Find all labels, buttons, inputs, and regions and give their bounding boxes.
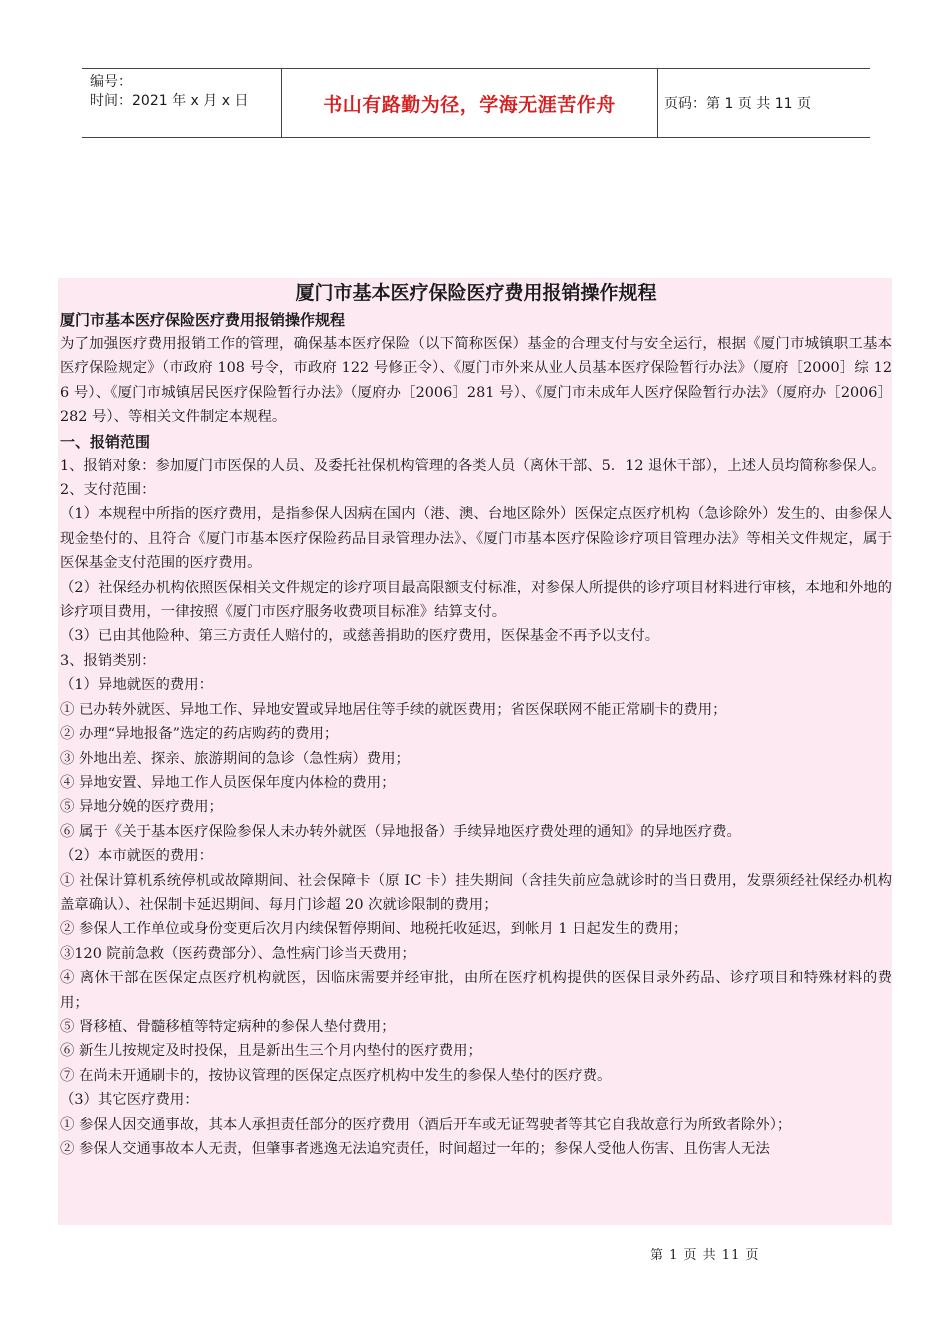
body-paragraph: （3）已由其他险种、第三方责任人赔付的，或慈善捐助的医疗费用，医保基金不再予以支付。 [60, 628, 660, 645]
doc-number-label: 编号： [90, 74, 132, 90]
body-paragraph: ② 参保人交通事故本人无责，但肇事者逃逸无法追究责任，时间超过一年的；参保人受他人伤害、且伤害人无法 [60, 1141, 770, 1157]
header-meta-cell [82, 69, 282, 137]
body-paragraph: ⑥ 属于《关于基本医疗保险参保人未办转外就医（异地报备）手续异地医疗费处理的通知》的异地医疗费。 [60, 823, 741, 840]
document-body [58, 278, 892, 1225]
body-paragraph: ① 已办转外就医、异地工作、异地安置或异地居住等手续的就医费用；省医保联网不能正常刷卡的费用； [60, 701, 727, 718]
body-paragraph: ⑤ 异地分娩的医疗费用； [60, 799, 223, 816]
page-info: 页码：第 1 页 共 11 页 [664, 96, 811, 112]
body-paragraph: ① 参保人因交通事故，其本人承担责任部分的医疗费用（酒后开车或无证驾驶者等其它自我故意行为所致者除外）； [60, 1116, 792, 1133]
section-heading: 一、报销范围 [60, 432, 151, 451]
body-paragraph: ⑤ 肾移植、骨髓移植等特定病种的参保人垫付费用； [60, 1018, 396, 1035]
body-paragraph: ② 参保人工作单位或身份变更后次月内续保暂停期间、地税托收延迟，到帐月 1 日起发生的费用； [60, 921, 688, 938]
intro-paragraph: 为了加强医疗费用报销工作的管理，确保基本医疗保险（以下简称医保）基金的合理支付与安全运行，根据《厦门市城镇职工基本医疗保险规定》（市政府 108 号令，市政府 122 号修正令）、《厦门市外来从业人员基本医疗保险暂行办法》（厦府［2000］综 126 号）、《厦门市城镇居民医疗保险暂行办法》（厦府办［2006］281 号）、《厦门市未成年人医疗保险暂行办法》（厦府办［2006］282 号）、等相关文件制定本规程。 [60, 336, 892, 426]
body-paragraph: （2）社保经办机构依照医保相关文件规定的诊疗项目最高限额支付标准，对参保人所提供的诊疗项目材料进行审核，本地和外地的诊疗项目费用，一律按照《厦门市医疗服务收费项目标准》结算支付。 [60, 579, 892, 621]
body-paragraph: ③ 外地出差、探亲、旅游期间的急诊（急性病）费用； [60, 750, 410, 767]
paragraph-list [60, 454, 892, 1162]
time-label: 时间：2021 年 x 月 x 日 [90, 93, 249, 109]
document-subtitle: 厦门市基本医疗保险医疗费用报销操作规程 [60, 311, 346, 329]
body-paragraph: ④ 离休干部在医保定点医疗机构就医，因临床需要并经审批，由所在医疗机构提供的医保目录外药品、诊疗项目和特殊材料的费用； [60, 970, 892, 1011]
document-title: 厦门市基本医疗保险医疗费用报销操作规程 [295, 282, 657, 304]
body-paragraph: （2）本市就医的费用： [60, 848, 214, 865]
body-paragraph: 2、支付范围： [60, 482, 156, 499]
body-paragraph: ① 社保计算机系统停机或故障期间、社会保障卡（原 IC 卡）挂失期间（含挂失前应急就诊时的当日费用，发票须经社保经办机构盖章确认）、社保制卡延迟期间、每月门诊超 20 次就诊限制的费用； [60, 872, 892, 913]
body-paragraph: ⑦ 在尚未开通刷卡的，按协议管理的医保定点医疗机构中发生的参保人垫付的医疗费。 [60, 1067, 612, 1084]
motto: 书山有路勤为径，学海无涯苦作舟 [282, 69, 658, 137]
body-paragraph: 1、报销对象：参加厦门市医保的人员、及委托社保机构管理的各类人员（离休干部、5．12 退休干部），上述人员均简称参保人。 [60, 457, 886, 474]
header-table [82, 68, 870, 138]
body-paragraph: （1）本规程中所指的医疗费用，是指参保人因病在国内（港、澳、台地区除外）医保定点医疗机构（急诊除外）发生的、由参保人现金垫付的、且符合《厦门市基本医疗保险药品目录管理办法》、《厦门市基本医疗保险诊疗项目管理办法》等相关文件规定，属于医保基金支付范围的医疗费用。 [60, 506, 892, 572]
body-paragraph: ⑥ 新生儿按规定及时投保，且是新出生三个月内垫付的医疗费用； [60, 1043, 482, 1060]
body-paragraph: ③120 院前急救（医药费部分）、急性病门诊当天费用； [60, 945, 416, 962]
body-paragraph: ④ 异地安置、异地工作人员医保年度内体检的费用； [60, 774, 396, 791]
body-paragraph: ② 办理“异地报备”选定的药店购药的费用； [60, 726, 339, 743]
body-paragraph: （3）其它医疗费用： [60, 1092, 199, 1109]
body-paragraph: （1）异地就医的费用： [60, 677, 214, 694]
page-footer: 第 1 页 共 11 页 [650, 1248, 760, 1263]
body-paragraph: 3、报销类别： [60, 652, 156, 669]
